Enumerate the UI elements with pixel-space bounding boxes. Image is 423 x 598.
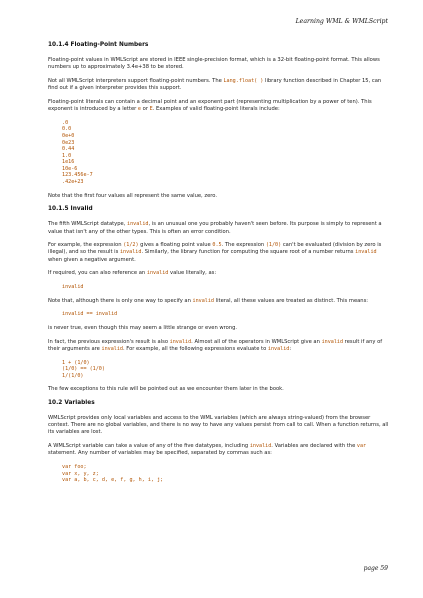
inline-code: (1/2) — [123, 242, 139, 249]
code-block-invalid-literal: invalid — [62, 284, 84, 291]
paragraph: Floating-point literals can contain a decimal point and an exponent part (representing multiplication by a power of ten). This exponent is introduced by a letter e or E. Examples of valid floating-point literals include: — [48, 98, 372, 113]
inline-code: 0.5 — [212, 242, 222, 249]
paragraph: Note that the first four values all represent the same value, zero. — [48, 192, 218, 199]
paragraph: Floating-point values in WMLScript are stored in IEEE single-precision format, which is a 32-bit floating-point format. This allows numbers up to approximately 3.4e+38 to be stored. — [48, 57, 380, 71]
inline-code: invalid — [321, 338, 344, 345]
section-heading-variables: 10.2 Variables — [48, 400, 95, 407]
inline-code: (1/0) — [265, 242, 282, 249]
paragraph: For example, the expression (1/2) gives a floating point value 0.5. The expression (1/0) can't be evaluated (division by zero is illegal), and so the result is invalid. Similarly, the library function for computing the square root of a number returns invalid when given a negative argument. — [48, 242, 382, 263]
paragraph: The fifth WMLScript datatype, invalid, is an unusual one you probably haven't seen before. Its purpose is simply to represent a value that isn't any of the other types. This is often an error condition. — [48, 221, 382, 235]
paragraph: The few exceptions to this rule will be pointed out as we encounter them later in the book. — [48, 386, 284, 393]
inline-code: invalid — [355, 249, 377, 256]
code-block-var-declarations: var foo; var x, y, z; var a, b, c, d, e, f, g, h, i, j; — [62, 464, 164, 484]
paragraph: Note that, although there is only one way to specify an invalid literal, all these values are treated as distinct. This means: — [48, 297, 369, 304]
inline-code: invalid — [267, 345, 290, 352]
inline-code: invalid — [127, 221, 149, 228]
inline-code: invalid — [146, 270, 169, 277]
running-head: Learning WML & WMLScript — [295, 18, 388, 25]
paragraph: Not all WMLScript interpreters support floating-point numbers. The Lang.float( ) library function described in Chapter 15, can find out if a given interpreter provides this support. — [48, 77, 382, 92]
inline-code: invalid — [249, 443, 272, 450]
code-block-float-literals: .0 0.0 0e+0 0e23 0.44 1.0 1e16 10e-6 123.456e-7 .42e+23 — [62, 119, 93, 186]
paragraph: WMLScript provides only local variables and access to the WML variables (which are always string-valued) from the browser context. There are no global variables, and there is no way to have any values persist from call to call. When a function returns, all its variables are lost. — [48, 415, 389, 436]
paragraph: A WMLScript variable can take a value of any of the five datatypes, including invalid. Variables are declared with the var statement. Any number of variables may be specified, separated by commas such as: — [48, 443, 367, 457]
inline-code: var — [356, 443, 367, 450]
inline-code: Lang.float( ) — [223, 77, 264, 84]
paragraph: If required, you can also reference an invalid value literally, as: — [48, 270, 217, 277]
inline-code: invalid — [119, 249, 142, 256]
inline-code: E — [149, 106, 153, 113]
section-heading-floating-point: 10.1.4 Floating-Point Numbers — [48, 42, 149, 48]
page-number: page 59 — [363, 565, 388, 572]
paragraph: is never true, even though this may seem a little strange or even wrong. — [48, 324, 238, 331]
inline-code: invalid — [192, 297, 214, 304]
code-block-invalid-expressions: 1 + (1/0) (1/0) == (1/0) 1/(1/0) — [62, 359, 105, 379]
inline-code: invalid — [101, 345, 123, 352]
inline-code: invalid — [169, 338, 192, 345]
inline-code: e — [137, 106, 141, 113]
paragraph: In fact, the previous expression's result is also invalid. Almost all of the operators in WMLScript give an invalid result if any of their arguments are invalid. For example, all the following expressions evaluate to invalid: — [48, 338, 383, 352]
page-content — [48, 42, 390, 491]
section-heading-invalid: 10.1.5 Invalid — [48, 206, 93, 213]
code-block-invalid-compare: invalid == invalid — [62, 311, 118, 318]
